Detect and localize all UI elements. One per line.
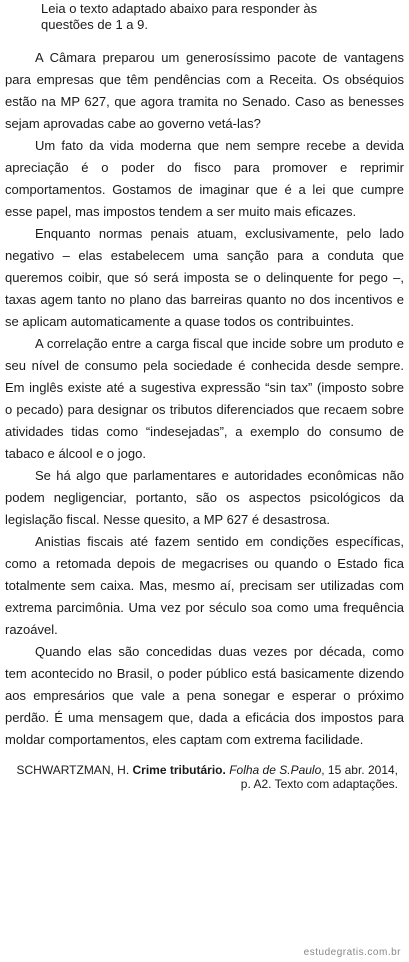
paragraph-5: Se há algo que parlamentares e autoridades econômicas não podem negligenciar, portanto, são os aspectos psicológicos da legislação fiscal. Nesse quesito, a MP 627 é desastrosa. (5, 468, 404, 527)
paragraph-6: Anistias fiscais até fazem sentido em condições específicas, como a retomada depois de megacrises ou quando o Estado fica totalmente sem caixa. Mas, mesmo aí, precisam ser utilizadas com extrema parcimônia. Uma vez por século soa como uma frequência razoável. (5, 534, 404, 637)
site-watermark: estudegratis.com.br (303, 947, 401, 958)
intro-instruction: Leia o texto adaptado abaixo para responder às questões de 1 a 9. (41, 1, 318, 32)
paragraph-7: Quando elas são concedidas duas vezes por década, como tem acontecido no Brasil, o poder público está basicamente dizendo aos empresários que vale a pena sonegar e esperar o próximo perdão. É uma mensagem que, dada a eficácia dos impostos para moldar comportamentos, eles captam com extrema facilidade. (5, 644, 404, 747)
citation-journal: Folha de S.Paulo (229, 763, 322, 777)
paragraph-2: Um fato da vida moderna que nem sempre recebe a devida apreciação é o poder do fisco para promover e reprimir comportamentos. Gostamos de imaginar que é a lei que cumpre esse papel, mas impostos tendem a ser muito mais eficazes. (5, 138, 404, 219)
citation-title: Crime tributário. (132, 763, 226, 777)
citation-author: SCHWARTZMAN, H. (16, 763, 130, 777)
paragraph-4: A correlação entre a carga fiscal que incide sobre um produto e seu nível de consumo pela sociedade é conhecida desde sempre. Em inglês existe até a sugestiva expressão “sin tax” (imposto sobre o pecado) para designar os tributos diferenciados que recaem sobre atividades tidas como “indesejadas”, a exemplo do consumo de tabaco e álcool e o jogo. (5, 336, 404, 461)
citation-line-2: p. A2. Texto com adaptações. (240, 777, 398, 791)
paragraph-3: Enquanto normas penais atuam, exclusivamente, pelo lado negativo – elas estabelecem uma sanção para a conduta que queremos coibir, que só será imposta se o delinquente for pego –, taxas agem tanto no plano das barreiras quanto no dos incentivos e se aplicam automaticamente a quase todos os contribuintes. (5, 226, 404, 329)
source-citation (5, 763, 404, 791)
citation-details: , 15 abr. 2014, (321, 763, 398, 777)
citation-line-1 (5, 763, 398, 777)
article-body (5, 47, 404, 751)
paragraph-1: A Câmara preparou um generosíssimo pacote de vantagens para empresas que têm pendências com a Receita. Os obséquios estão na MP 627, que agora tramita no Senado. Caso as benesses sejam aprovadas cabe ao governo vetá-las? (5, 50, 404, 131)
